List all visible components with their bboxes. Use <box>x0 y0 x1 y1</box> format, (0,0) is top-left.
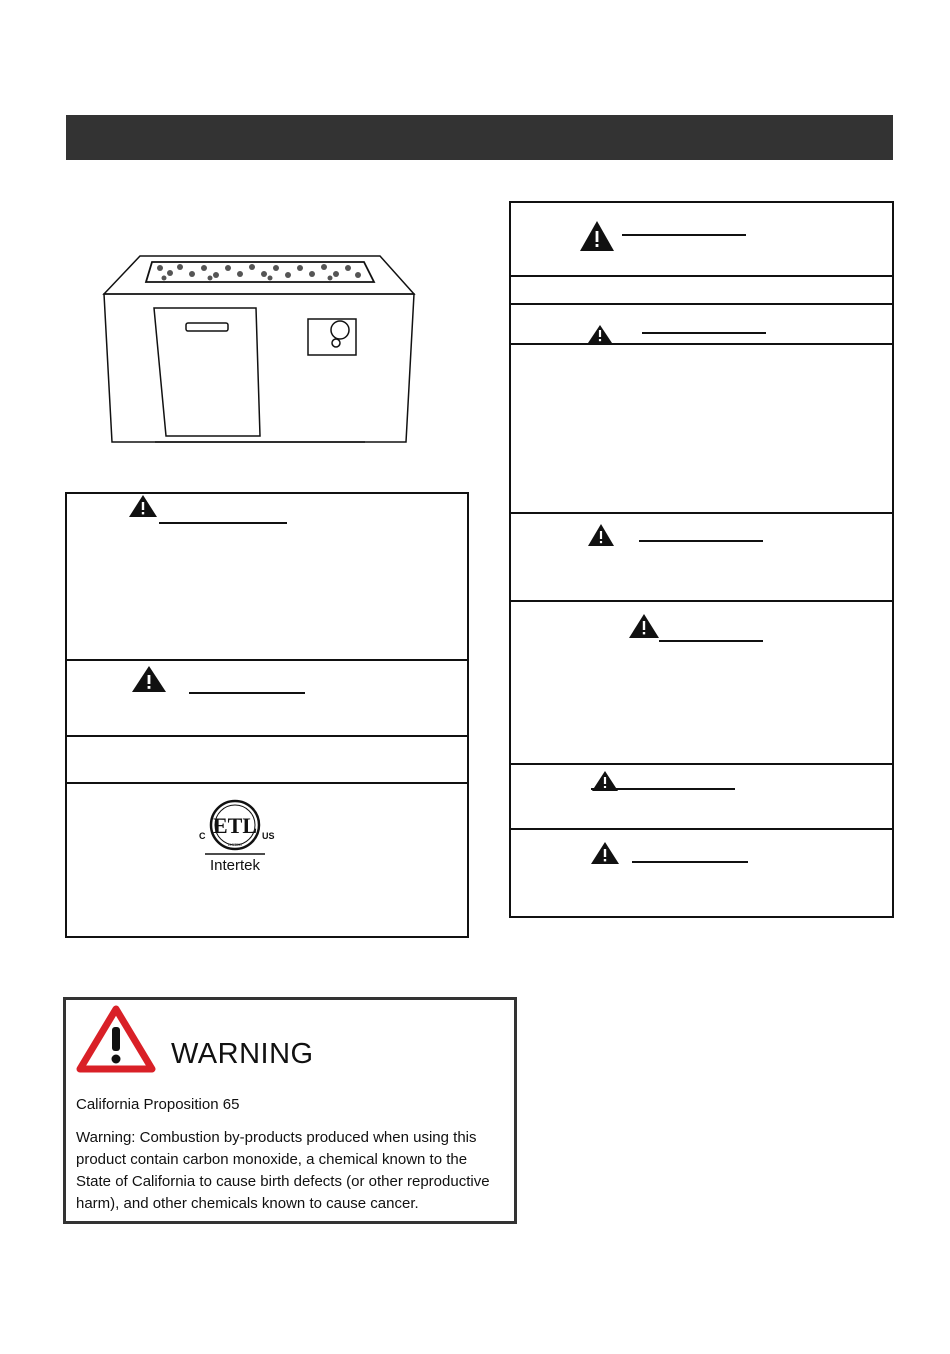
divider <box>511 828 892 830</box>
divider <box>511 303 892 305</box>
warning-triangle-icon <box>587 324 613 344</box>
section-header-bar <box>66 115 893 160</box>
prop65-body: Warning: Combustion by-products produced when using this product contain carbon monoxide, a chemical known to the State of California to cause birth defects (or other reproductive harm), and other chemicals known to cause cancer. <box>76 1129 490 1212</box>
warning-triangle-icon <box>587 523 615 547</box>
heading-underline <box>159 522 287 524</box>
prop65-title: WARNING <box>171 1038 314 1070</box>
divider <box>511 600 892 602</box>
warning-triangle-icon <box>128 494 158 518</box>
prop65-warning-box <box>63 997 517 1224</box>
etl-listed: LISTED <box>227 842 243 847</box>
divider <box>511 763 892 765</box>
warning-red-icon <box>76 1005 156 1073</box>
warning-triangle-icon <box>131 665 167 693</box>
heading-underline <box>639 540 763 542</box>
heading-underline <box>591 788 735 790</box>
heading-underline <box>189 692 305 694</box>
etl-country-right: US <box>262 831 275 841</box>
etl-brand: Intertek <box>209 857 261 874</box>
etl-logo <box>195 798 275 878</box>
left-warning-box <box>65 492 469 938</box>
fire-pit-illustration <box>100 252 420 448</box>
heading-underline <box>642 332 766 334</box>
divider <box>511 275 892 277</box>
prop65-subtitle: California Proposition 65 <box>76 1096 240 1113</box>
heading-underline <box>622 234 746 236</box>
etl-country-left: C <box>199 831 206 841</box>
heading-underline <box>659 640 763 642</box>
divider <box>511 343 892 345</box>
warning-triangle-icon <box>628 613 660 639</box>
right-warning-box <box>509 201 894 918</box>
divider <box>511 512 892 514</box>
etl-mark: ETL <box>212 813 258 838</box>
warning-triangle-icon <box>590 841 620 865</box>
divider <box>67 735 467 737</box>
heading-underline <box>632 861 748 863</box>
divider <box>67 782 467 784</box>
warning-triangle-icon <box>579 220 615 252</box>
divider <box>67 659 467 661</box>
